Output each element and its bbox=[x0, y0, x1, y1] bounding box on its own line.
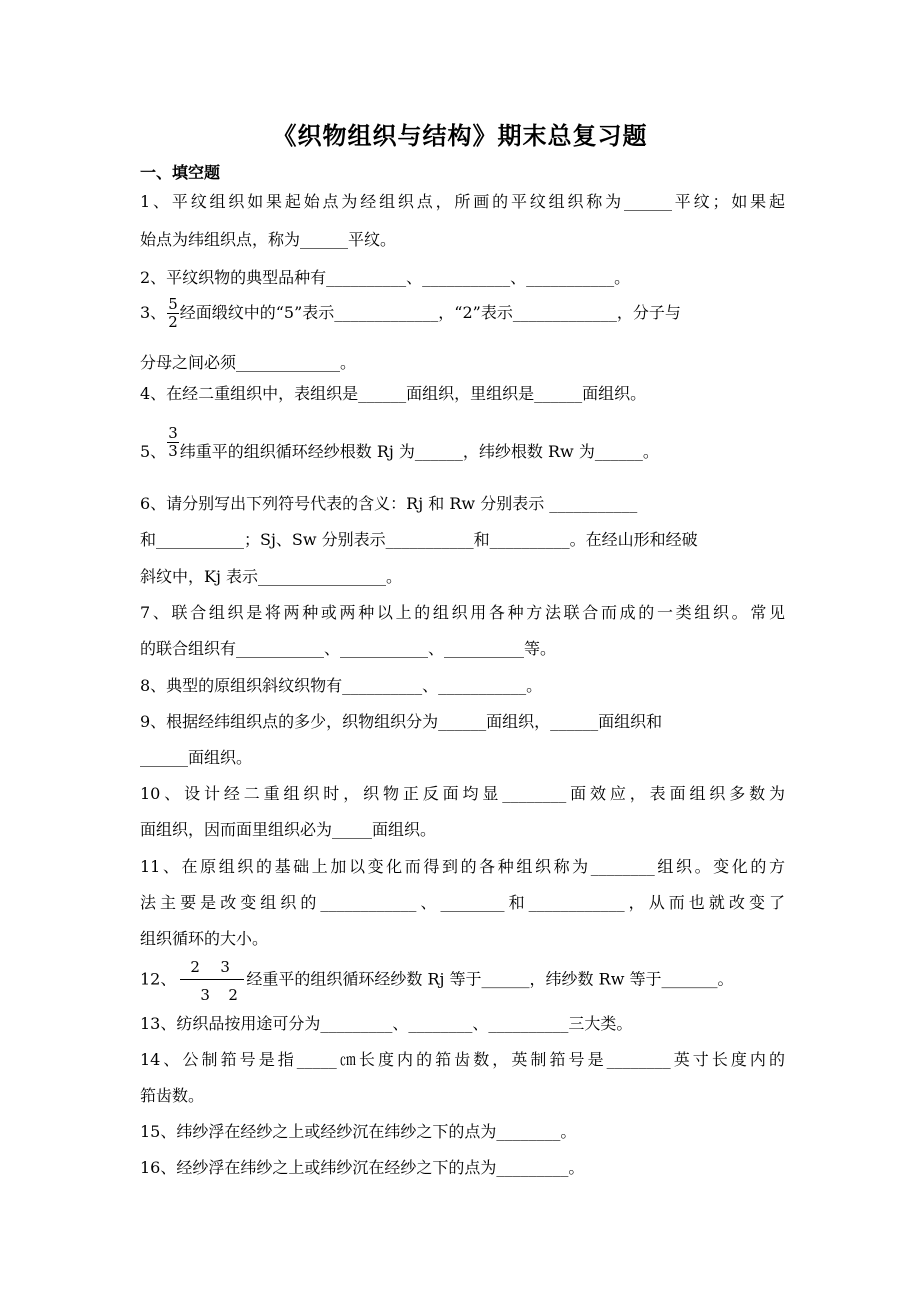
question-12 bbox=[140, 954, 785, 1006]
question-12-prefix: 12、 bbox=[140, 969, 177, 989]
question-11-line-2: 法主要是改变组织的____________、________和____________，从而也就改变了 bbox=[140, 893, 785, 912]
section-heading: 一、填空题 bbox=[140, 163, 221, 182]
fraction-denominator-1: 3 bbox=[200, 986, 210, 1004]
question-6-line-2: 和___________；Sj、Sw 分别表示___________和__________。在经山形和经破 bbox=[140, 530, 698, 549]
question-7-line-1: 7、联合组织是将两种或两种以上的组织用各种方法联合而成的一类组织。常见 bbox=[140, 603, 785, 622]
question-6-line-1: 6、请分别写出下列符号代表的含义：Rj 和 Rw 分别表示 ___________ bbox=[140, 494, 638, 513]
fraction-denominator: 2 bbox=[168, 313, 178, 331]
question-1-line-1: 1、平纹组织如果起始点为经组织点，所画的平纹组织称为______平纹；如果起 bbox=[140, 192, 785, 211]
question-3-prefix: 3、 bbox=[140, 303, 167, 322]
fraction-5-over-2 bbox=[167, 296, 179, 331]
question-7-line-2: 的联合组织有___________、___________、__________等。 bbox=[140, 639, 557, 658]
question-12-text: 经重平的组织循环经纱数 Rj 等于______，纬纱数 Rw 等于_______。 bbox=[246, 969, 734, 989]
question-5-prefix: 5、 bbox=[140, 442, 167, 461]
fraction-numerator-2: 3 bbox=[220, 958, 230, 976]
question-6-line-3: 斜纹中，Kj 表示________________。 bbox=[140, 567, 403, 586]
question-9-line-2: ______面组织。 bbox=[140, 748, 253, 767]
fraction-numerator: 5 bbox=[168, 295, 178, 313]
question-13: 13、纺织品按用途可分为_________、________、__________三大类。 bbox=[140, 1014, 633, 1033]
question-5 bbox=[140, 425, 785, 464]
fraction-numerator-1: 2 bbox=[190, 958, 200, 976]
question-11-line-3: 组织循环的大小。 bbox=[140, 929, 269, 948]
fraction-bar bbox=[180, 979, 244, 980]
question-9-line-1: 9、根据经纬组织点的多少，织物组织分为______面组织，______面组织和 bbox=[140, 712, 663, 731]
question-3-text: 经面缎纹中的“5”表示_____________，“2”表示_____________，分子与 bbox=[179, 303, 681, 322]
question-4: 4、在经二重组织中，表组织是______面组织，里组织是______面组织。 bbox=[140, 384, 647, 403]
fraction-3-over-3 bbox=[167, 425, 179, 460]
fraction-denominator: 3 bbox=[168, 442, 178, 460]
fraction-2-3-over-3-2 bbox=[176, 954, 246, 1006]
question-2: 2、平纹织物的典型品种有__________、___________、___________。 bbox=[140, 268, 631, 287]
question-11-line-1: 11、在原组织的基础上加以变化而得到的各种组织称为________组织。变化的方 bbox=[140, 857, 785, 876]
fraction-numerator: 3 bbox=[168, 424, 178, 442]
question-10-line-1: 10、设计经二重组织时，织物正反面均显________面效应，表面组织多数为 bbox=[140, 784, 785, 803]
question-16: 16、经纱浮在纬纱之上或纬纱沉在经纱之下的点为_________。 bbox=[140, 1158, 585, 1177]
question-14-line-2: 筘齿数。 bbox=[140, 1086, 205, 1105]
page-title: 《织物组织与结构》期末总复习题 bbox=[272, 122, 648, 150]
fraction-denominator-2: 2 bbox=[228, 986, 238, 1004]
question-15: 15、纬纱浮在经纱之上或经纱沉在纬纱之下的点为________。 bbox=[140, 1122, 577, 1141]
question-5-text: 纬重平的组织循环经纱根数 Rj 为______，纬纱根数 Rw 为______。 bbox=[179, 442, 659, 461]
question-1-line-2: 始点为纬组织点，称为______平纹。 bbox=[140, 230, 397, 249]
question-3-line-1 bbox=[140, 296, 785, 331]
question-8: 8、典型的原组织斜纹织物有__________、___________。 bbox=[140, 676, 543, 695]
question-14-line-1: 14、公制筘号是指_____㎝长度内的筘齿数，英制筘号是________英寸长度内的 bbox=[140, 1050, 785, 1069]
question-3-line-2: 分母之间必须_____________。 bbox=[140, 353, 357, 372]
question-10-line-2: 面组织，因而面里组织必为_____面组织。 bbox=[140, 820, 437, 839]
